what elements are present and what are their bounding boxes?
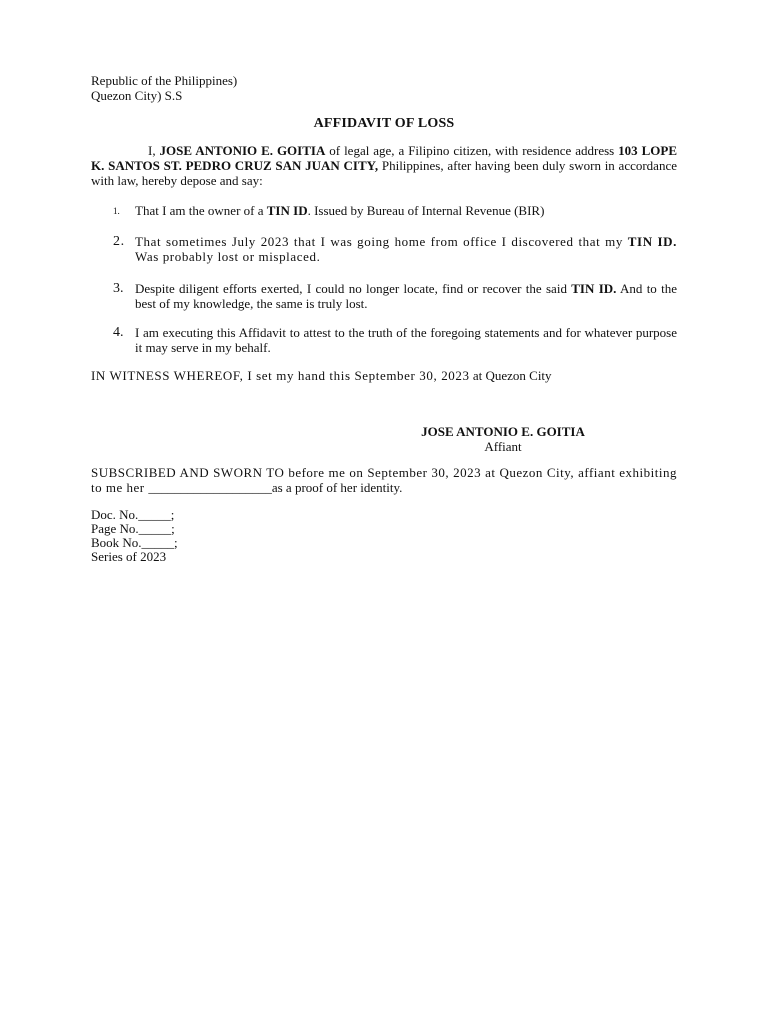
- item-text-tail: And to the best of my knowledge, the same is truly lost.: [135, 281, 678, 311]
- jurat-text: SUBSCRIBED AND SWORN TO before me on September 30, 2023 at Quezon City, affiant exhibiting to me her: [91, 465, 677, 495]
- intro-lead: I,: [148, 143, 160, 158]
- affiant-name-inline: JOSE ANTONIO E. GOITIA: [159, 143, 326, 158]
- id-blank-line: ___________________: [148, 480, 272, 495]
- witness-text: IN WITNESS WHEREOF, I set my hand this September 30, 2023: [91, 368, 470, 383]
- book-number: Book No._____;: [91, 535, 178, 550]
- witness-clause: [91, 368, 552, 383]
- jurat-tail: as a proof of her identity.: [271, 480, 403, 495]
- jurat-paragraph: [91, 465, 677, 495]
- document-title: AFFIDAVIT OF LOSS: [313, 116, 455, 131]
- venue-block: [91, 73, 237, 103]
- witness-place: at Quezon City: [469, 368, 552, 383]
- item-bold: TIN ID.: [571, 281, 617, 296]
- intro-tail: Philippines, after having been duly sworn in accordance with law, hereby depose and say:: [91, 158, 677, 188]
- item-text: I am executing this Affidavit to attest to the truth of the foregoing statements and for whatever purpose it may serve in my behalf.: [135, 325, 677, 355]
- intro-middle: of legal age, a Filipino citizen, with residence address: [325, 143, 619, 158]
- page-number: Page No._____;: [91, 521, 175, 536]
- item-number: 1.: [113, 206, 120, 216]
- affiant-signature-block: [404, 424, 602, 454]
- item-text: Despite diligent efforts exerted, I could no longer locate, find or recover the said: [135, 281, 572, 296]
- series-year: Series of 2023: [91, 549, 167, 564]
- intro-paragraph: [91, 143, 677, 188]
- item-number: 2.: [113, 234, 125, 249]
- item-number: 4.: [113, 325, 124, 340]
- item-text-tail: . Issued by Bureau of Internal Revenue (BIR): [307, 203, 545, 218]
- item-bold: TIN ID.: [627, 234, 677, 249]
- doc-number: Doc. No._____;: [91, 507, 175, 522]
- item-text: That sometimes July 2023 that I was going home from office I discovered that my: [135, 234, 628, 249]
- venue-line-country: Republic of the Philippines): [91, 73, 238, 88]
- item-number: 3.: [113, 281, 124, 296]
- residence-address: 103 LOPE K. SANTOS ST. PEDRO CRUZ SAN JUAN CITY,: [91, 143, 677, 173]
- item-text: That I am the owner of a: [135, 203, 267, 218]
- item-bold: TIN ID: [266, 203, 308, 218]
- item-text-tail: Was probably lost or misplaced.: [135, 249, 321, 264]
- affiant-name: JOSE ANTONIO E. GOITIA: [421, 424, 585, 439]
- affiant-label: Affiant: [484, 439, 522, 454]
- notarial-register: [91, 508, 178, 564]
- venue-line-city: Quezon City) S.S: [91, 88, 183, 103]
